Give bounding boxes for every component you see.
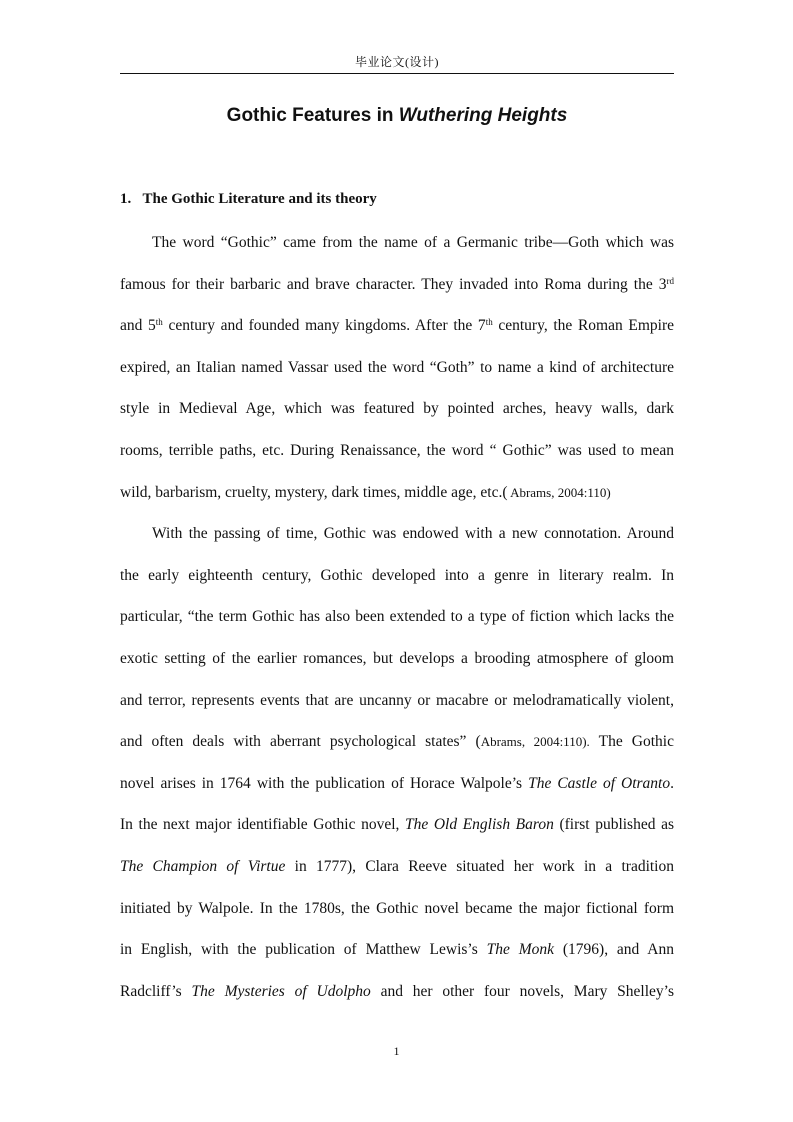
section-title: The Gothic Literature and its theory xyxy=(142,191,377,207)
citation: Abrams, 2004:110). xyxy=(480,734,590,750)
text-line: Radcliff’s The Mysteries of Udolpho and her other four novels, Mary Shelley’s xyxy=(120,982,675,1000)
header-rule xyxy=(120,73,674,74)
title-text: Gothic Features in xyxy=(226,105,399,126)
text-line: famous for their barbaric and brave character. They invaded into Roma during the 3rd xyxy=(120,275,674,293)
text-line: and 5th century and founded many kingdoms. After the 7th century, the Roman Empire xyxy=(120,317,674,335)
book-title: The Monk xyxy=(486,941,555,959)
page-header: 毕业论文(设计) xyxy=(355,55,439,69)
text-line: novel arises in 1764 with the publication of Horace Walpole’s The Castle of Otranto. xyxy=(120,774,674,792)
page-number: 1 xyxy=(393,1044,400,1058)
book-title: The Mysteries of Udolpho xyxy=(191,982,371,1000)
text-line: exotic setting of the earlier romances, but develops a brooding atmosphere of gloom xyxy=(120,649,674,667)
text-line: initiated by Walpole. In the 1780s, the Gothic novel became the major fictional form xyxy=(120,899,674,917)
book-title: The Old English Baron xyxy=(405,816,554,834)
text-line: particular, “the term Gothic has also been extended to a type of fiction which lacks the xyxy=(120,608,674,626)
citation: Abrams, 2004:110) xyxy=(507,484,611,500)
text-line: and terror, represents events that are uncanny or macabre or melodramatically violent, xyxy=(120,691,674,709)
text-line: rooms, terrible paths, etc. During Renaissance, the word “ Gothic” was used to mean xyxy=(120,441,674,459)
text-line: The word “Gothic” came from the name of a Germanic tribe—Goth which was xyxy=(152,234,674,251)
text-line: expired, an Italian named Vassar used the word “Goth” to name a kind of architecture xyxy=(120,358,674,376)
text-line: in English, with the publication of Matthew Lewis’s The Monk (1796), and Ann xyxy=(120,941,675,959)
document-title xyxy=(120,105,674,127)
text-line: The Champion of Virtue in 1777), Clara Reeve situated her work in a tradition xyxy=(120,857,674,875)
body-text xyxy=(120,222,674,1012)
text-line: wild, barbarism, cruelty, mystery, dark times, middle age, etc.( Abrams, 2004:110) xyxy=(120,483,611,501)
text-line: the early eighteenth century, Gothic developed into a genre in literary realm. In xyxy=(120,566,674,584)
text-line: style in Medieval Age, which was featured by pointed arches, heavy walls, dark xyxy=(120,400,674,418)
title-italic-text: Wuthering Heights xyxy=(398,105,568,126)
book-title: The Champion of Virtue xyxy=(120,857,286,875)
book-title: The Castle of Otranto xyxy=(528,774,671,792)
section-number: 1. xyxy=(120,191,132,207)
text-line: and often deals with aberrant psychological states” (Abrams, 2004:110). The Gothic xyxy=(120,733,674,751)
section-heading xyxy=(120,191,377,208)
text-line: In the next major identifiable Gothic novel, The Old English Baron (first published as xyxy=(120,816,674,834)
text-line: With the passing of time, Gothic was endowed with a new connotation. Around xyxy=(152,525,674,543)
